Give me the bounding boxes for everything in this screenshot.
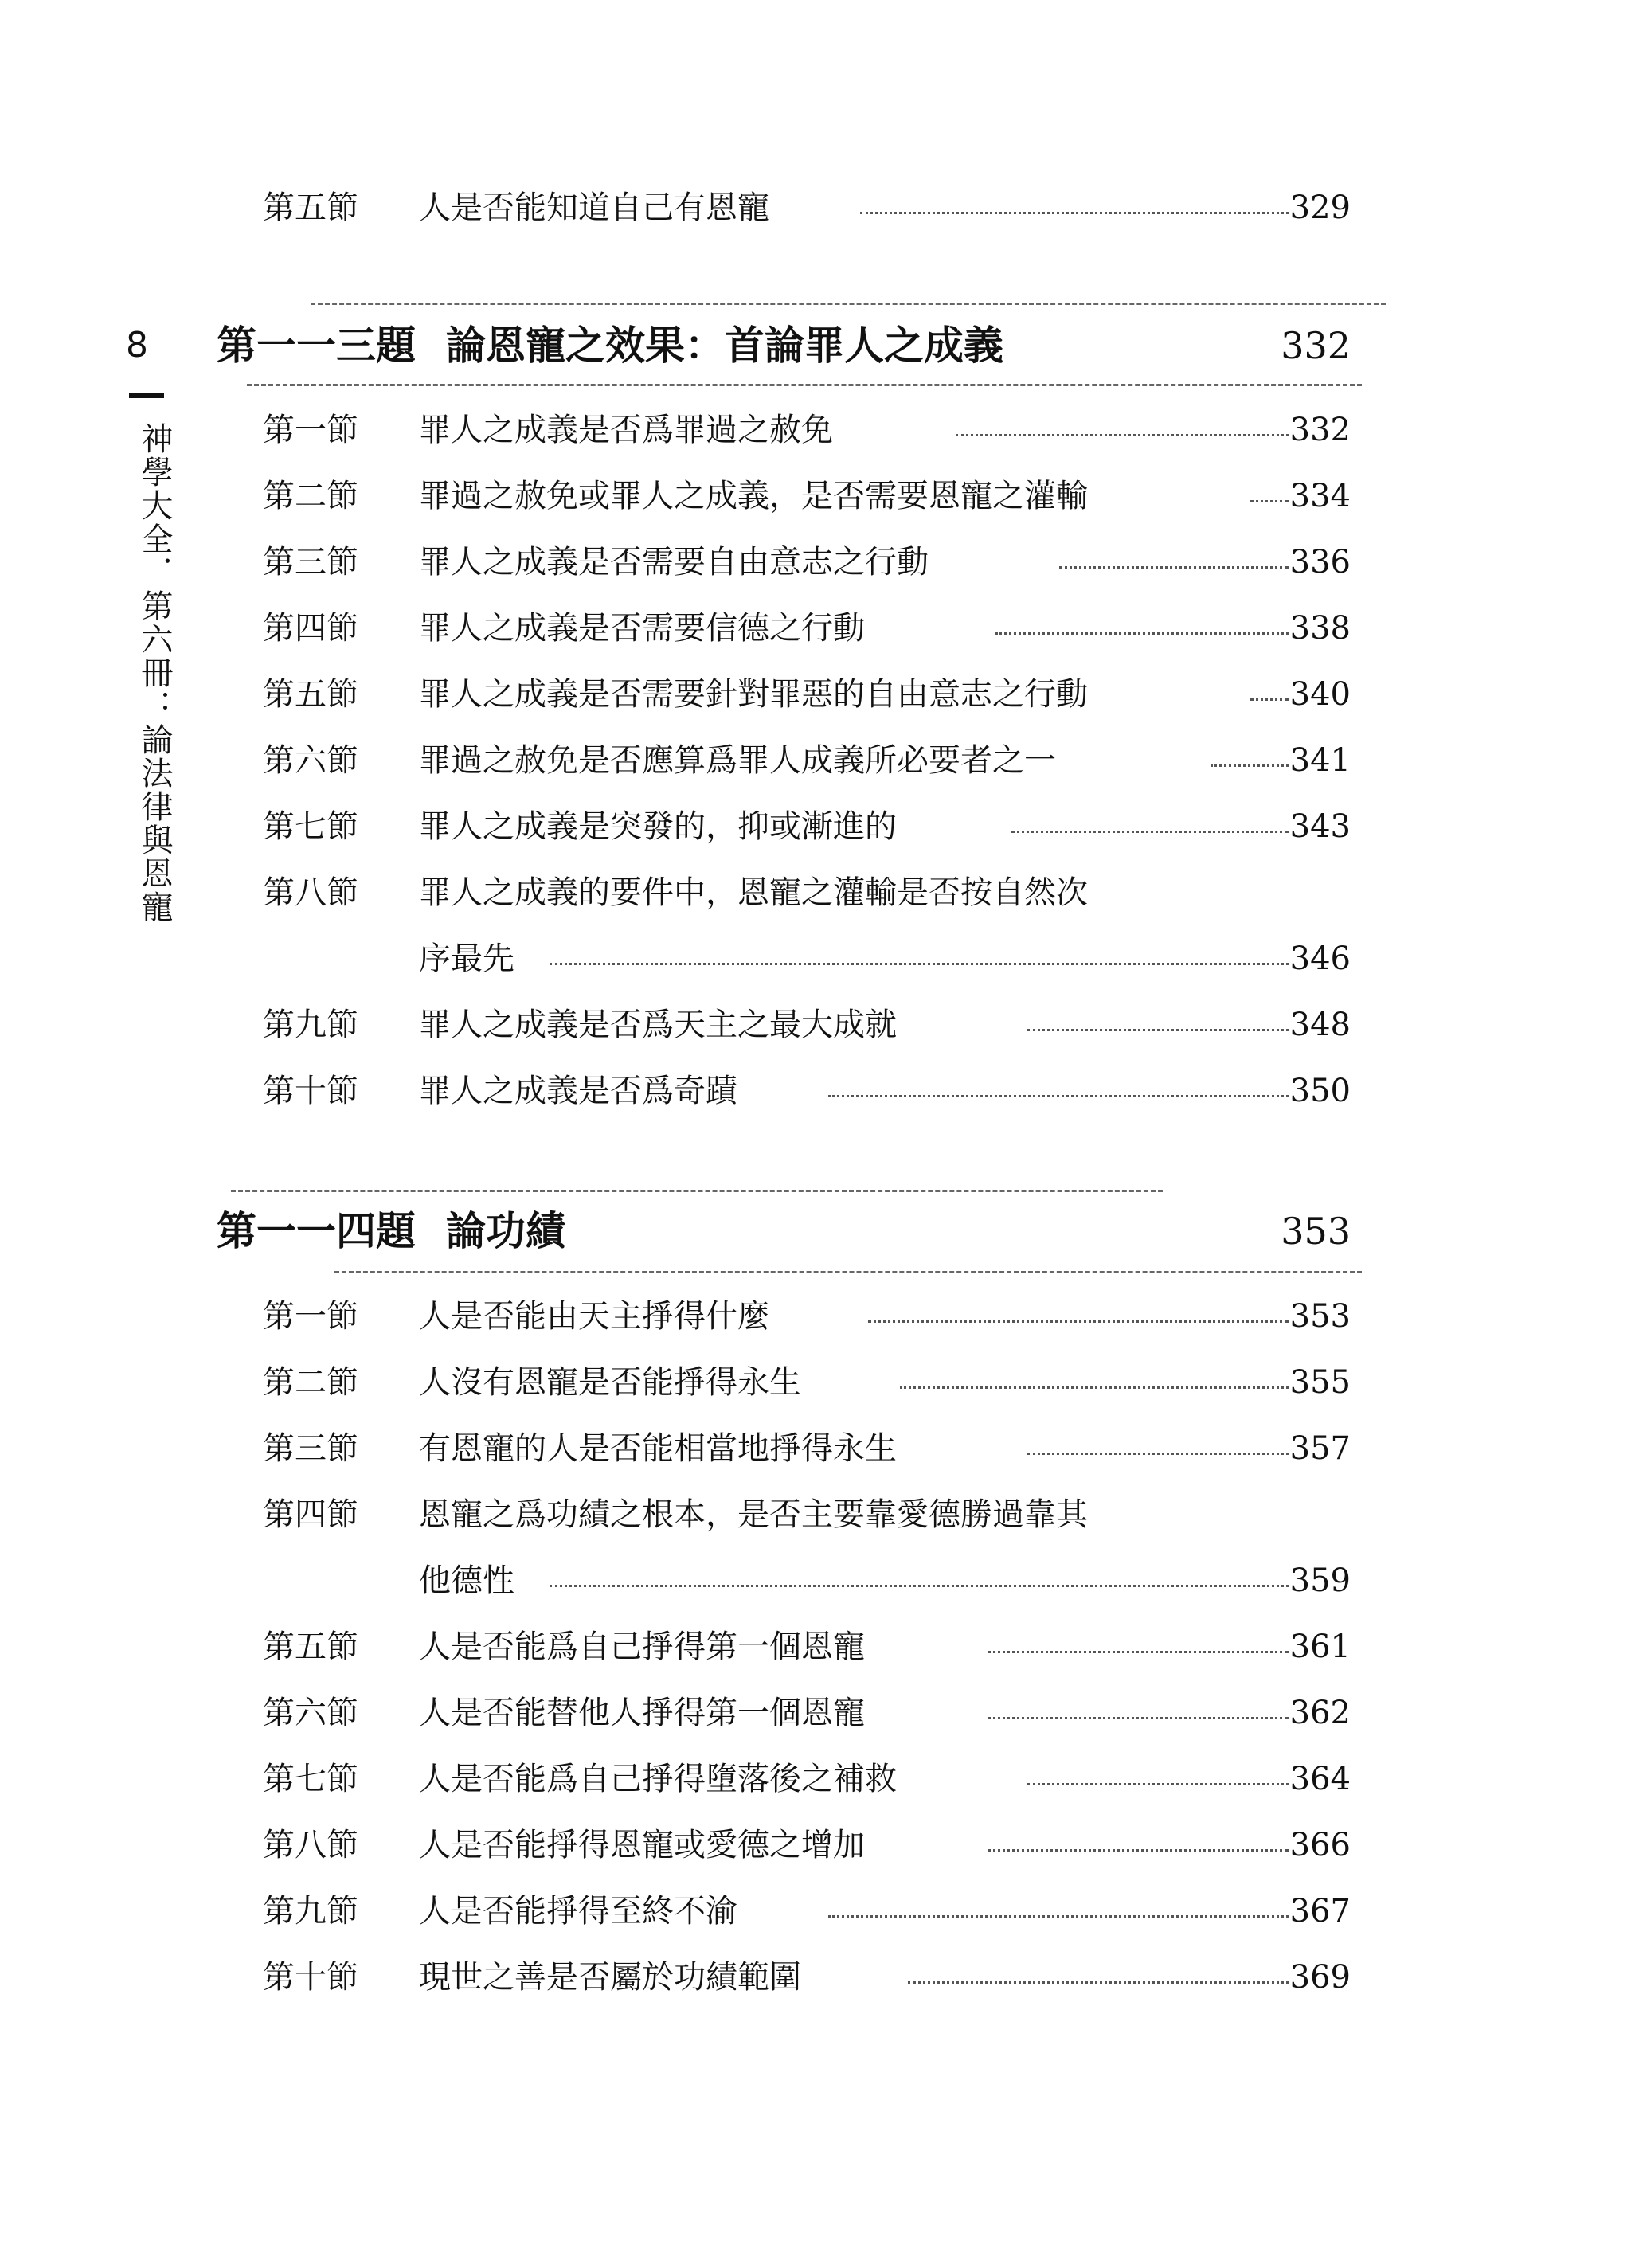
- article-title: 有恩寵的人是否能相當地掙得永生: [419, 1430, 897, 1467]
- article-label: 第十節: [263, 1959, 358, 1996]
- toc-entry: [0, 1421, 1631, 1476]
- dot-leader: [908, 1981, 1289, 1984]
- article-label: 第三節: [263, 544, 358, 581]
- article-page: 338: [1289, 610, 1351, 647]
- article-page: 367: [1289, 1893, 1351, 1930]
- article-title: 人是否能爲自己掙得墮落後之補救: [419, 1761, 897, 1797]
- article-title: 罪人之成義是否爲罪過之赦免: [419, 412, 833, 448]
- article-title: 罪過之赦免或罪人之成義，是否需要恩寵之灌輸: [419, 478, 1088, 514]
- toc-entry: [0, 865, 1631, 921]
- article-label: 第十節: [263, 1073, 358, 1109]
- toc-entry-continuation: [0, 931, 1631, 987]
- heading-rule-bottom: [334, 1271, 1362, 1273]
- question-page: 353: [1281, 1210, 1351, 1253]
- article-page: 340: [1289, 676, 1351, 713]
- question-heading: [0, 1193, 1631, 1269]
- article-title: 罪過之赦免是否應算爲罪人成義所必要者之一: [419, 742, 1056, 779]
- toc-entry: [0, 1751, 1631, 1807]
- dot-leader: [1027, 1029, 1289, 1031]
- heading-rule-top: [311, 303, 1386, 305]
- heading-rule-top: [231, 1190, 1163, 1192]
- article-title: 罪人之成義是否爲奇蹟: [419, 1073, 737, 1109]
- toc-entry: [0, 1063, 1631, 1119]
- dot-leader: [988, 1717, 1289, 1719]
- running-title: 神學大全．第六冊：論法律與恩寵: [136, 422, 173, 924]
- dot-leader: [1027, 1453, 1289, 1455]
- article-label: 第五節: [263, 676, 358, 713]
- toc-entry: [0, 1355, 1631, 1410]
- article-label: 第四節: [263, 610, 358, 647]
- toc-entry: [0, 1883, 1631, 1939]
- article-title: 罪人之成義是否需要針對罪惡的自由意志之行動: [419, 676, 1088, 713]
- question-label: 第一一四題: [217, 1207, 416, 1254]
- question-heading: [0, 307, 1631, 384]
- page-number: 8: [126, 325, 148, 366]
- question-title: 論恩寵之效果：首論罪人之成義: [446, 322, 1003, 369]
- toc-entry: [0, 799, 1631, 854]
- dot-leader: [550, 963, 1289, 965]
- dot-leader: [860, 212, 1289, 214]
- article-label: 第二節: [263, 1364, 358, 1401]
- dot-leader: [828, 1915, 1289, 1918]
- dot-leader: [550, 1585, 1289, 1587]
- article-title: 罪人之成義是否需要信德之行動: [419, 610, 865, 647]
- article-page: 332: [1289, 412, 1351, 448]
- toc-entry: [0, 180, 1631, 236]
- article-page: 348: [1289, 1007, 1351, 1043]
- article-page: 341: [1289, 742, 1351, 779]
- article-title-continuation: 序最先: [419, 940, 514, 977]
- side-rule: [129, 393, 164, 398]
- article-title: 人是否能掙得恩寵或愛德之增加: [419, 1827, 865, 1863]
- question-page: 332: [1281, 324, 1351, 367]
- article-title: 人是否能由天主掙得什麼: [419, 1298, 769, 1335]
- article-label: 第八節: [263, 874, 358, 911]
- article-page: 350: [1289, 1073, 1351, 1109]
- heading-rule-bottom: [247, 384, 1362, 386]
- article-label: 第四節: [263, 1496, 358, 1533]
- article-title: 人是否能爲自己掙得第一個恩寵: [419, 1629, 865, 1665]
- article-page: 353: [1289, 1298, 1351, 1335]
- article-label: 第五節: [263, 1629, 358, 1665]
- toc-entry: [0, 1619, 1631, 1675]
- article-page: 369: [1289, 1959, 1351, 1996]
- toc-entry: [0, 667, 1631, 722]
- article-page: 361: [1289, 1629, 1351, 1665]
- dot-leader: [988, 1849, 1289, 1852]
- toc-entry: [0, 468, 1631, 524]
- toc-entry: [0, 997, 1631, 1053]
- toc-entry: [0, 1817, 1631, 1873]
- article-page: 343: [1289, 808, 1351, 845]
- article-page: 329: [1289, 190, 1351, 226]
- article-page: 355: [1289, 1364, 1351, 1401]
- article-page: 346: [1289, 940, 1351, 977]
- dot-leader: [868, 1320, 1289, 1323]
- article-label: 第五節: [263, 190, 358, 226]
- dot-leader: [1211, 764, 1289, 767]
- article-title: 現世之善是否屬於功績範圍: [419, 1959, 801, 1996]
- question-label: 第一一三題: [217, 322, 416, 369]
- article-page: 362: [1289, 1695, 1351, 1731]
- article-page: 336: [1289, 544, 1351, 581]
- question-title: 論功績: [446, 1207, 565, 1254]
- article-label: 第六節: [263, 1695, 358, 1731]
- dot-leader: [1011, 831, 1289, 833]
- dot-leader: [828, 1095, 1289, 1097]
- article-label: 第三節: [263, 1430, 358, 1467]
- article-title: 罪人之成義是否需要自由意志之行動: [419, 544, 929, 581]
- article-title: 人是否能掙得至終不渝: [419, 1893, 737, 1930]
- article-title: 恩寵之爲功績之根本，是否主要靠愛德勝過靠其: [419, 1496, 1088, 1533]
- article-title: 人沒有恩寵是否能掙得永生: [419, 1364, 801, 1401]
- article-page: 366: [1289, 1827, 1351, 1863]
- article-page: 364: [1289, 1761, 1351, 1797]
- article-label: 第七節: [263, 808, 358, 845]
- toc-entry: [0, 733, 1631, 788]
- toc-entry: [0, 1949, 1631, 2005]
- dot-leader: [956, 434, 1289, 436]
- toc-entry: [0, 534, 1631, 590]
- article-label: 第一節: [263, 1298, 358, 1335]
- toc-entry: [0, 1685, 1631, 1741]
- article-title: 罪人之成義是否爲天主之最大成就: [419, 1007, 897, 1043]
- article-label: 第九節: [263, 1893, 358, 1930]
- dot-leader: [1059, 566, 1289, 569]
- toc-entry-continuation: [0, 1553, 1631, 1609]
- article-page: 334: [1289, 478, 1351, 514]
- article-label: 第六節: [263, 742, 358, 779]
- article-title: 罪人之成義的要件中，恩寵之灌輸是否按自然次: [419, 874, 1088, 911]
- article-page: 359: [1289, 1562, 1351, 1599]
- toc-entry: [0, 402, 1631, 458]
- toc-entry: [0, 600, 1631, 656]
- dot-leader: [900, 1386, 1289, 1389]
- article-label: 第七節: [263, 1761, 358, 1797]
- article-label: 第八節: [263, 1827, 358, 1863]
- article-label: 第二節: [263, 478, 358, 514]
- article-title: 罪人之成義是突發的，抑或漸進的: [419, 808, 897, 845]
- dot-leader: [995, 632, 1289, 635]
- article-title: 人是否能知道自己有恩寵: [419, 190, 769, 226]
- article-title-continuation: 他德性: [419, 1562, 514, 1599]
- article-page: 357: [1289, 1430, 1351, 1467]
- dot-leader: [1027, 1783, 1289, 1785]
- article-title: 人是否能替他人掙得第一個恩寵: [419, 1695, 865, 1731]
- article-label: 第一節: [263, 412, 358, 448]
- article-label: 第九節: [263, 1007, 358, 1043]
- dot-leader: [988, 1651, 1289, 1653]
- toc-entry: [0, 1288, 1631, 1344]
- toc-entry: [0, 1487, 1631, 1543]
